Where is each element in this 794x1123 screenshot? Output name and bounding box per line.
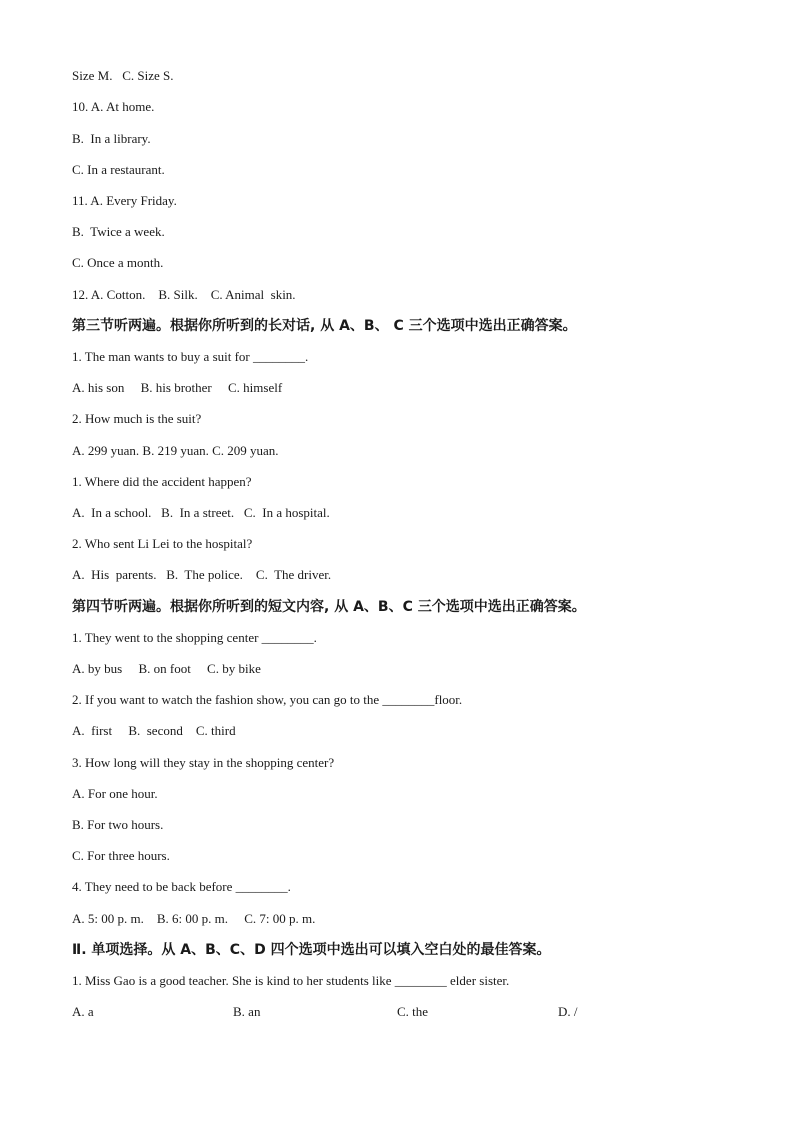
section-heading: 第三节听两遍。根据你所听到的长对话, 从 A、B、 C 三个选项中选出正确答案。 <box>72 318 577 334</box>
text-line: C. In a restaurant. <box>72 162 165 177</box>
text-line: 12. A. Cotton. B. Silk. C. Animal skin. <box>72 287 296 302</box>
question-line: 2. Who sent Li Lei to the hospital? <box>72 536 253 551</box>
question-line: 2. How much is the suit? <box>72 411 202 426</box>
text-line: Size M. C. Size S. <box>72 68 174 83</box>
option-line: A. For one hour. <box>72 786 158 801</box>
question-line: 2. If you want to watch the fashion show, you can go to the ________floor. <box>72 692 463 707</box>
text-line: B. Twice a week. <box>72 224 165 239</box>
options-line: A. His parents. B. The police. C. The driver. <box>72 567 332 582</box>
option-b: B. an <box>233 1004 261 1019</box>
question-line: 1. The man wants to buy a suit for ________. <box>72 349 309 364</box>
question-line: 4. They need to be back before ________. <box>72 879 291 894</box>
options-line: A. his son B. his brother C. himself <box>72 380 283 395</box>
option-c: C. the <box>397 1004 429 1019</box>
text-line: 10. A. At home. <box>72 99 155 114</box>
question-line: 1. Where did the accident happen? <box>72 474 252 489</box>
text-line: C. Once a month. <box>72 255 164 270</box>
options-line: A. In a school. B. In a street. C. In a hospital. <box>72 505 330 520</box>
options-line: A. first B. second C. third <box>72 723 236 738</box>
options-line: A. 5: 00 p. m. B. 6: 00 p. m. C. 7: 00 p. m. <box>72 911 316 926</box>
question-line: 1. Miss Gao is a good teacher. She is kind to her students like ________ elder sister. <box>72 973 510 988</box>
section-heading: 第四节听两遍。根据你所听到的短文内容, 从 A、B、C 三个选项中选出正确答案。 <box>72 599 586 615</box>
options-line: A. by bus B. on foot C. by bike <box>72 661 261 676</box>
question-line: 3. How long will they stay in the shopping center? <box>72 755 335 770</box>
question-line: 1. They went to the shopping center ________. <box>72 630 317 645</box>
options-line: A. 299 yuan. B. 219 yuan. C. 209 yuan. <box>72 443 279 458</box>
option-line: C. For three hours. <box>72 848 170 863</box>
section-heading: Ⅱ. 单项选择。从 A、B、C、D 四个选项中选出可以填入空白处的最佳答案。 <box>72 942 551 958</box>
option-d: D. / <box>558 1004 578 1019</box>
option-line: B. For two hours. <box>72 817 164 832</box>
option-a: A. a <box>72 1004 94 1019</box>
text-line: B. In a library. <box>72 131 151 146</box>
text-line: 11. A. Every Friday. <box>72 193 177 208</box>
